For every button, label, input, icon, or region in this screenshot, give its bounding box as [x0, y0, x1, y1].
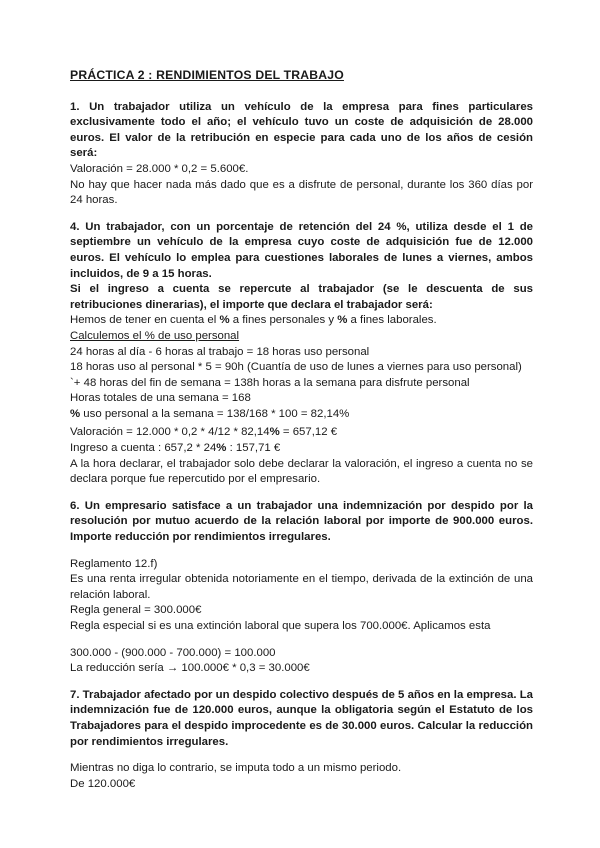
text-run: Valoración = 12.000 * 0,2 * 4/12 * 82,14	[70, 426, 270, 439]
text-run: Mientras no diga lo contrario, se imputa todo a un mismo periodo.	[70, 762, 402, 775]
p7-imputacion-note	[70, 761, 533, 777]
text-run: %	[219, 314, 230, 327]
text-run: a fines personales y	[229, 314, 338, 327]
text-run: La reducción sería → 100.000€ * 0,3 = 30.000€	[70, 662, 310, 675]
p4-valoracion-line	[70, 425, 533, 441]
text-run: 7. Trabajador afectado por un despido colectivo después de 5 años en la empresa. La indemnización fue de 120.000 euros, aunque la obligatoria según el Estatuto de los Trabajadores para el despido improcedente es de 30.000 euros. Calcular la reducción por rendimientos irregulares.	[70, 688, 533, 748]
text-run: 4. Un trabajador, con un porcentaje de retención del 24 %, utiliza desde el 1 de septiembre un vehículo de la empresa cuyo coste de adquisición fue de 12.000 euros. El vehículo lo emplea para cuestiones laborales de lunes a viernes, ambos incluidos, de 9 a 15 horas.	[70, 220, 533, 280]
text-run: Si el ingreso a cuenta se repercute al trabajador (se le descuenta de sus retribuciones dinerarias), el importe que declara el trabajador será:	[70, 283, 533, 311]
problem-4-statement	[70, 220, 533, 282]
text-run: 18 horas uso al personal * 5 = 90h (Cuantía de uso de lunes a viernes para uso personal)	[70, 361, 522, 374]
p1-note	[70, 178, 533, 209]
text-run: 300.000 - (900.000 - 700.000) = 100.000	[70, 646, 276, 659]
document-content	[70, 68, 533, 792]
text-run: %	[337, 314, 348, 327]
text-run: %	[70, 407, 81, 420]
p6-regla-general	[70, 603, 533, 619]
p6-renta-note	[70, 572, 533, 603]
text-run: No hay que hacer nada más dado que es a disfrute de personal, durante los 360 días por 24 horas.	[70, 178, 533, 207]
p4-calc-heading	[70, 329, 533, 345]
text-run: = 657,12 €	[279, 426, 338, 439]
doc-title	[70, 68, 533, 84]
p4-declaracion-note	[70, 457, 533, 488]
text-run: Calculemos el % de uso personal	[70, 329, 240, 342]
p6-reduccion-line	[70, 661, 533, 677]
text-run: Hemos de tener en cuenta el	[70, 314, 220, 327]
text-run: PRÁCTICA 2 : RENDIMIENTOS DEL TRABAJO	[70, 68, 344, 82]
p6-calc-line	[70, 646, 533, 662]
problem-4-question	[70, 282, 533, 313]
problem-7-statement	[70, 688, 533, 750]
text-run: Horas totales de una semana = 168	[70, 392, 251, 405]
p4-calc-line-1	[70, 345, 533, 361]
text-run: %	[269, 426, 280, 439]
text-run: `+ 48 horas del fin de semana = 138h horas a la semana para disfrute personal	[70, 376, 470, 389]
text-run: Regla especial si es una extinción laboral que supera los 700.000€. Aplicamos esta	[70, 620, 491, 632]
p4-ingreso-line	[70, 441, 533, 457]
text-run: : 157,71 €	[226, 442, 281, 455]
p4-calc-line-4	[70, 391, 533, 407]
text-run: uso personal a la semana = 138/168 * 100 = 82,14%	[80, 407, 350, 420]
problem-1-statement	[70, 100, 533, 162]
p4-uso-personal-result	[70, 407, 533, 423]
p4-note-percent	[70, 313, 533, 329]
text-run: 1. Un trabajador utiliza un vehículo de la empresa para fines particulares exclusivamente todo el año; el vehículo tuvo un coste de adquisición de 28.000 euros. El valor de la retribución en especie para cada uno de los años de cesión será:	[70, 100, 533, 160]
p4-calc-line-3	[70, 376, 533, 392]
text-run: De 120.000€	[70, 777, 136, 790]
p6-reglamento	[70, 557, 533, 573]
text-run: 24 horas al día - 6 horas al trabajo = 18 horas uso personal	[70, 345, 370, 358]
text-run: Valoración = 28.000 * 0,2 = 5.600€.	[70, 162, 249, 175]
text-run: %	[216, 442, 227, 455]
p1-valoracion-line	[70, 162, 533, 178]
text-run: 6. Un empresario satisface a un trabajador una indemnización por despido por la resolución por mutuo acuerdo de la relación laboral por importe de 900.000 euros. Importe reducción por rendimientos irregulares.	[70, 499, 533, 544]
text-run: Reglamento 12.f)	[70, 557, 158, 570]
text-run: Ingreso a cuenta : 657,2 * 24	[70, 442, 217, 455]
text-run: Regla general = 300.000€	[70, 604, 202, 617]
p6-regla-especial	[70, 619, 533, 635]
text-run: a fines laborales.	[347, 314, 437, 327]
text-run: A la hora declarar, el trabajador solo debe declarar la valoración, el ingreso a cuenta no se declara porque fue repercutido por el empresario.	[70, 457, 533, 486]
text-run: Es una renta irregular obtenida notoriamente en el tiempo, derivada de la extinción de una relación laboral.	[70, 573, 533, 601]
p7-importe-line	[70, 777, 533, 793]
problem-6-statement	[70, 499, 533, 546]
p4-calc-line-2	[70, 360, 533, 376]
